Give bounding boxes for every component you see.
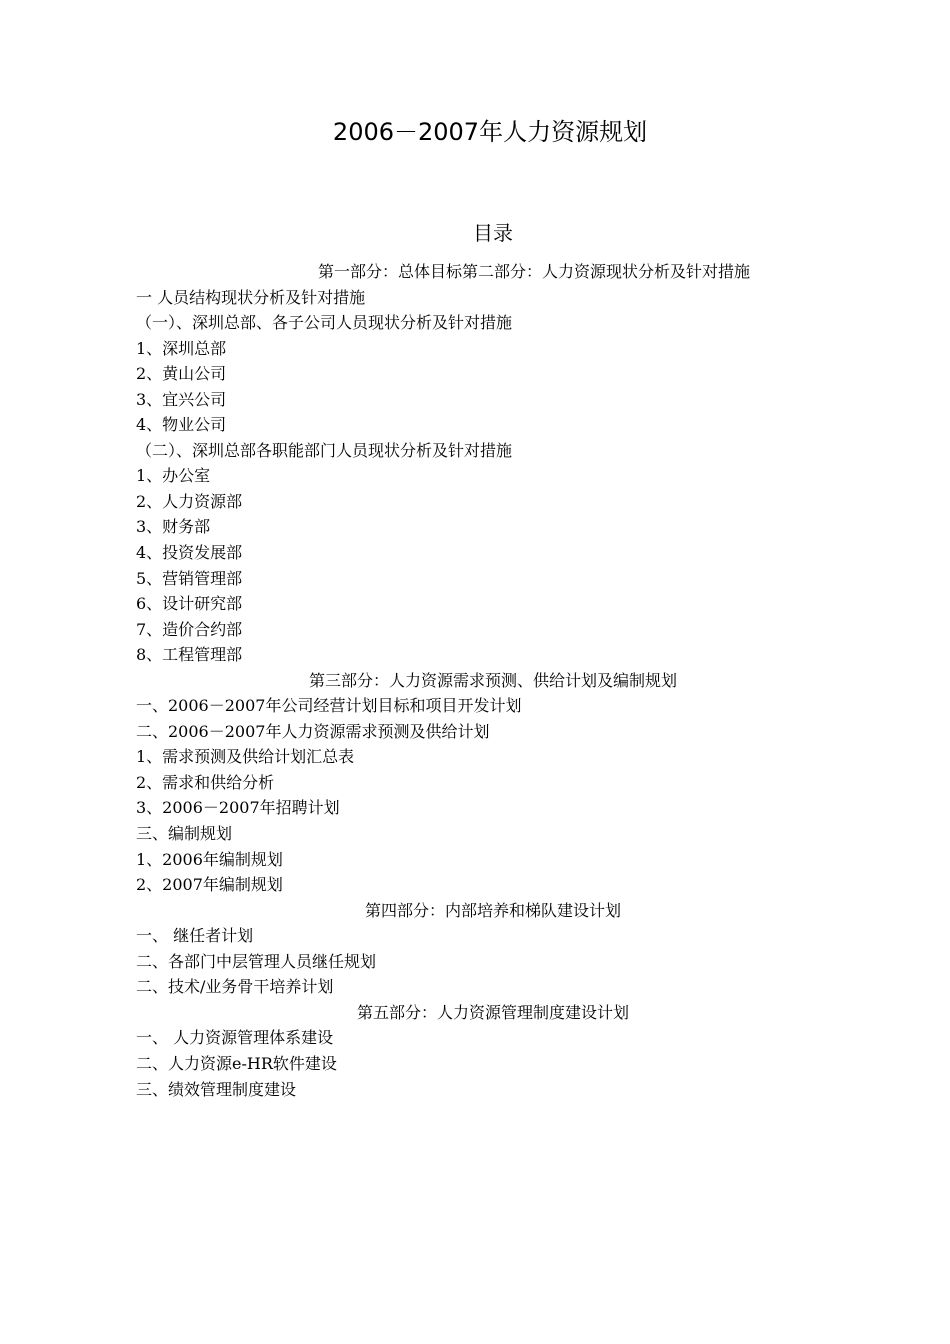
- toc-section: 二、技术/业务骨干培养计划: [136, 977, 334, 997]
- toc-section: 二、人力资源e-HR软件建设: [136, 1053, 337, 1073]
- toc-subsection: （一）、深圳总部、各子公司人员现状分析及针对措施: [136, 313, 513, 333]
- toc-part-5: 第五部分：人力资源管理制度建设计划: [356, 1002, 629, 1022]
- toc-section: 一、 继任者计划: [136, 926, 254, 946]
- toc-item: 4、物业公司: [136, 415, 227, 435]
- toc-item: 5、营销管理部: [136, 568, 243, 588]
- toc-item: 1、2006年编制规划: [136, 849, 283, 869]
- toc-item: 3、宜兴公司: [136, 389, 227, 409]
- toc-item: 2、人力资源部: [136, 491, 243, 511]
- toc-item: 3、2006－2007年招聘计划: [136, 798, 340, 818]
- toc-item: 3、财务部: [136, 517, 211, 537]
- toc-item: 4、投资发展部: [136, 543, 243, 563]
- toc-section: 三、编制规划: [136, 824, 233, 844]
- toc-item: 2、2007年编制规划: [136, 875, 283, 895]
- document-title: 2006－2007年人力资源规划: [332, 118, 648, 146]
- toc-item: 1、深圳总部: [136, 338, 227, 358]
- toc-item: 7、造价合约部: [136, 619, 243, 639]
- toc-section: 一 人员结构现状分析及针对措施: [136, 287, 366, 307]
- toc-part-1-2: 第一部分：总体目标第二部分：人力资源现状分析及针对措施: [318, 262, 751, 281]
- toc-section: 一、 人力资源管理体系建设: [136, 1028, 334, 1048]
- toc-item: 8、工程管理部: [136, 645, 243, 665]
- toc-part-4: 第四部分：内部培养和梯队建设计划: [364, 900, 621, 920]
- table-of-contents: [136, 259, 850, 1102]
- toc-item: 6、设计研究部: [136, 594, 243, 614]
- toc-section: 二、各部门中层管理人员继任规划: [136, 951, 377, 971]
- toc-section: 二、2006－2007年人力资源需求预测及供给计划: [136, 721, 490, 741]
- toc-item: 2、需求和供给分析: [136, 772, 275, 792]
- toc-item: 1、需求预测及供给计划汇总表: [136, 747, 355, 767]
- toc-part-3: 第三部分：人力资源需求预测、供给计划及编制规划: [308, 670, 677, 690]
- toc-item: 1、办公室: [136, 466, 211, 486]
- toc-section: 三、绩效管理制度建设: [136, 1079, 297, 1099]
- toc-item: 2、黄山公司: [136, 364, 227, 384]
- toc-section: 一、2006－2007年公司经营计划目标和项目开发计划: [136, 696, 522, 716]
- toc-heading: 目录: [473, 221, 513, 245]
- toc-subsection: （二）、深圳总部各职能部门人员现状分析及针对措施: [136, 440, 513, 460]
